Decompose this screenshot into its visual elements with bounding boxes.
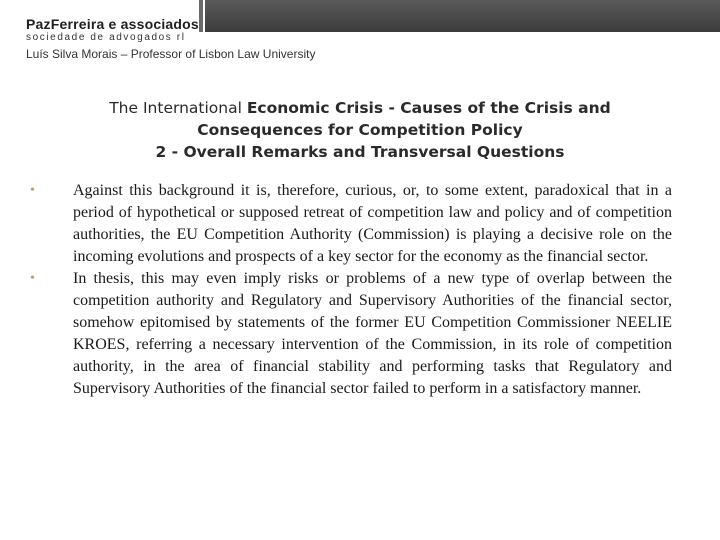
header-bar xyxy=(205,0,720,32)
title-line-1-plain: The International xyxy=(109,99,247,117)
logo-tagline: sociedade de advogados rl xyxy=(26,32,186,43)
header-bar-edge xyxy=(199,0,203,32)
bullet-icon: • xyxy=(30,271,35,286)
title-line-2 xyxy=(40,119,680,141)
bullet-item xyxy=(30,268,672,400)
title-line-2-text: Consequences for Competition Policy xyxy=(197,121,523,139)
title-line-1-bold: Economic Crisis - Causes of the Crisis and xyxy=(246,99,611,117)
bullet-list xyxy=(30,180,672,400)
slide-title xyxy=(40,97,680,163)
title-line-1 xyxy=(40,97,680,119)
firm-logo xyxy=(26,16,199,43)
bullet-text: In thesis, this may even imply risks or problems of a new type of overlap between the competition authority and Regulatory and Supervisory Authorities of the financial sector, somehow epitomised by statements of the former EU Competition Commissioner NEELIE KROES, referring a necessary intervention of the Commission, in its role of competition authority, in the area of financial stability and performing tasks that Regulatory and Supervisory Authorities of the financial sector failed to perform in a satisfactory manner. xyxy=(73,270,672,397)
title-line-3 xyxy=(40,141,680,163)
bullet-text: Against this background it is, therefore, curious, or, to some extent, paradoxical that in a period of hypothetical or supposed retreat of competition law and policy and of competition authorities, the EU Competition Authority (Commission) is playing a decisive role on the incoming evolutions and prospects of a key sector for the economy as the financial sector. xyxy=(73,182,672,265)
bullet-icon: • xyxy=(30,183,35,198)
author-line: Luís Silva Morais – Professor of Lisbon Law University xyxy=(26,47,316,61)
title-line-3-text: 2 - Overall Remarks and Transversal Questions xyxy=(155,143,565,161)
bullet-item xyxy=(30,180,672,268)
logo-name: PazFerreira e associados xyxy=(26,16,199,32)
